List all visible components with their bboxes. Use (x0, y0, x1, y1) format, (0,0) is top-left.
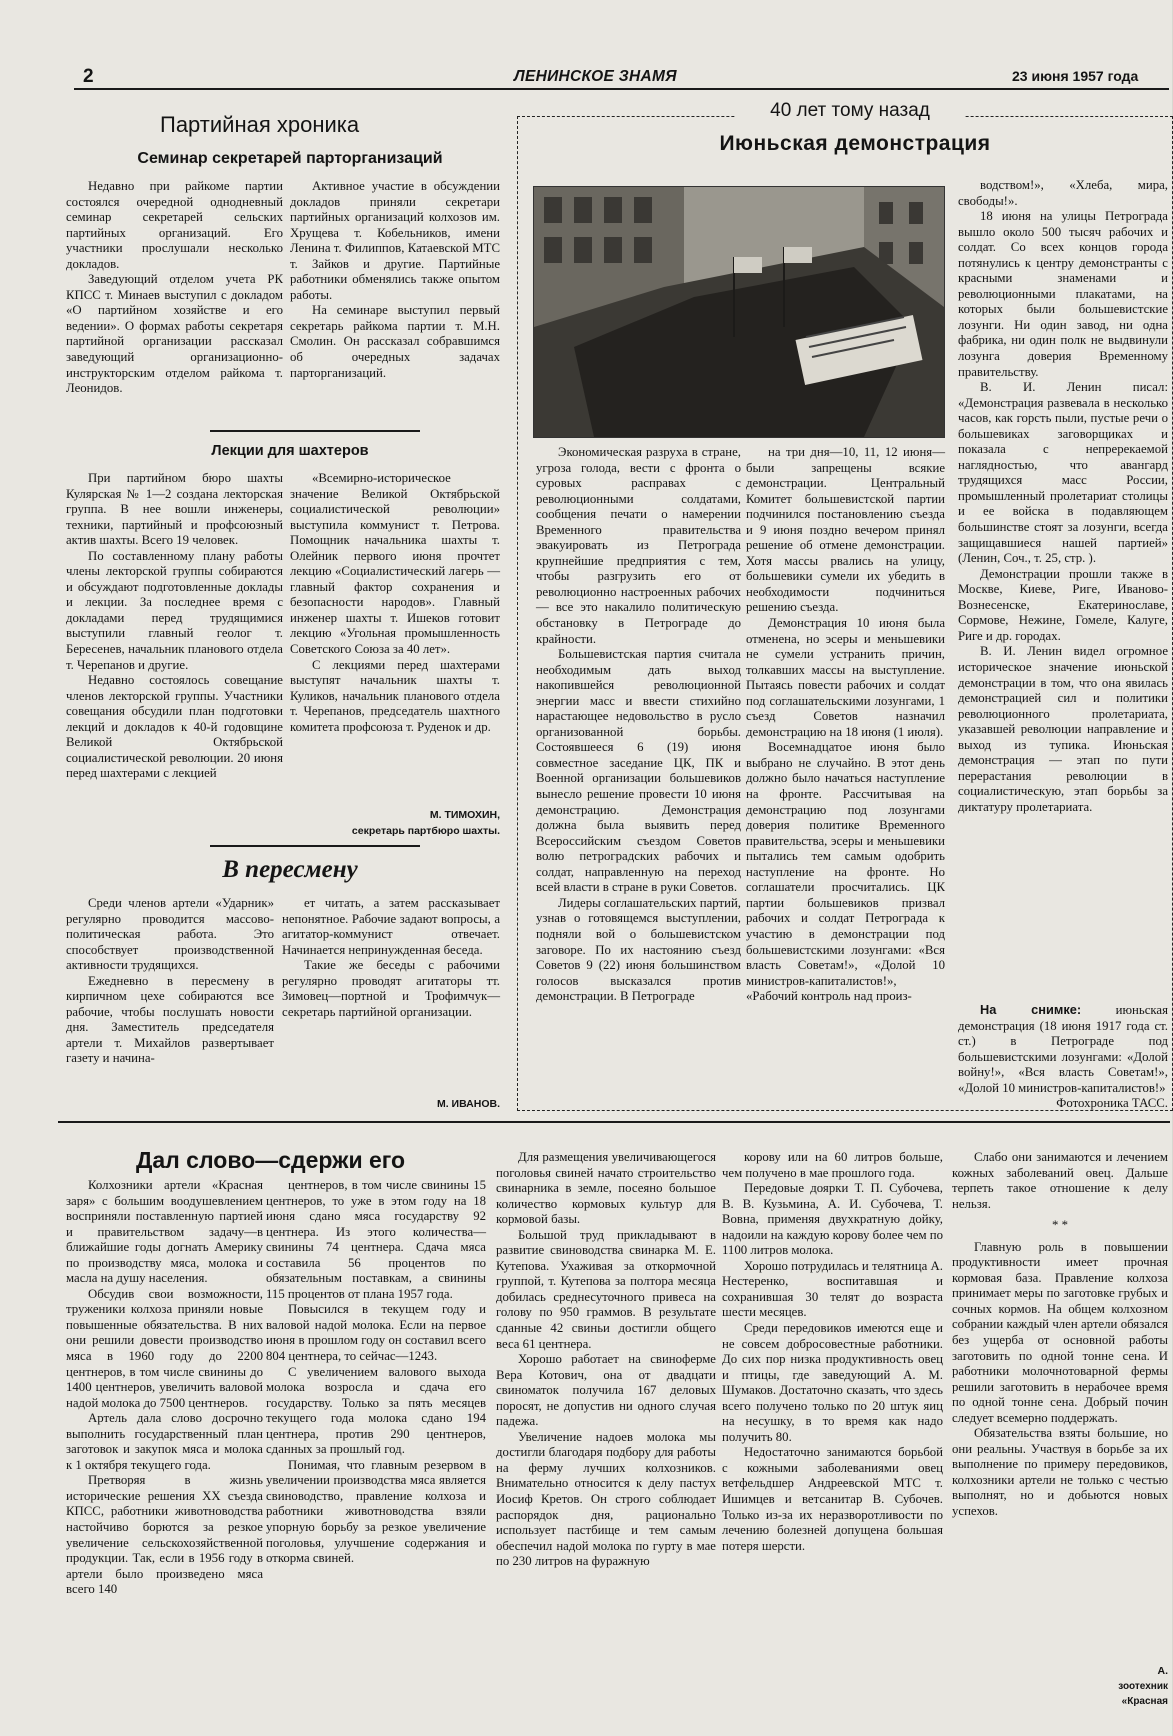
demonstration-photo (533, 186, 945, 438)
lectures-column-2 (290, 471, 500, 806)
paragraph: Колхозники артели «Красная заря» с большим воодушевлением восприняли поставленную партией и правительством задачу—в ближайшие годы догнать Америку по производству мяса, молока и масла на душу населения. (66, 1178, 263, 1286)
paragraph: Для размещения увеличивающегося поголовья свиней начато строительство свинарника в земле, посеяно большое количество кормовых культур для кормовой базы. (496, 1150, 716, 1227)
signature-timokhin: М. ТИМОХИН, (429, 809, 500, 821)
paragraph: 18 июня на улицы Петрограда вышло около 500 тысяч рабочих и солдат. Со всех концов города потянулись к центру демонстранты с красными знаменами и революционными плакатами, на которых были большевистские лозунги. Ни один завод, ни одна фабрика, ни один полк не выдвинули лозунга доверия Временному правительству. (958, 209, 1168, 379)
paragraph: Лидеры соглашательских партий, узнав о готовящемся выступлении, подняли вой о большевистском заговоре. По их настоянию съезд Советов 9 (22) июня большинством голосов высказался против демонстрации. В Петрограде (536, 895, 741, 1004)
section-separator: * * (1052, 1218, 1068, 1233)
anniversary-column-3 (958, 178, 1168, 1000)
caption-label: На снимке: (980, 1002, 1082, 1017)
paragraph: Обсудив свои возможности, труженики колхоза приняли новые повышенные обязательства. В них они решили довести производство мяса в 1960 году до 2200 центнеров, в том числе свинины до 1400 центнеров, увеличить валовой надой молока до 7500 центнеров. (66, 1286, 263, 1410)
paragraph: Среди передовиков имеются еще и не совсем добросовестные работники. До сих пор низка продуктивность овец и птицы, где заведующий А. М. Шумаков. Достаточно сказать, что здесь всего получено только по 20 штук яиц на несушку, в то время как надо получить 80. (722, 1321, 943, 1444)
header-rule (74, 88, 1169, 90)
paragraph: Недостаточно занимаются борьбой с кожными заболеваниями овец ветфельдшер Андреевской МТС т. Ишимцев и ветсанитар В. Субочев. Только из-за их неразворотливости по лечению болезней допущена большая потеря шерсти. (722, 1445, 943, 1553)
paragraph: корову или на 60 литров больше, чем получено в мае прошлого года. (722, 1150, 943, 1180)
caption-text (958, 1002, 1168, 1096)
paragraph: С увеличением валового выхода молока возросла и сдача его государству. Только за пять месяцев текущего года молока сдано 194 центнера, против 290 центнеров, сданных за прошлый год. (266, 1364, 486, 1457)
bottom-column-4 (722, 1150, 943, 1725)
lectures-column-1 (66, 471, 283, 831)
paragraph: Такие же беседы с рабочими регулярно проводят агитаторы тт. Зимовец—портной и Трофимчук—секретарь партийной организации. (282, 958, 500, 1019)
paragraph: на три дня—10, 11, 12 июня—были запрещены всякие демонстрации. Центральный Комитет большевистской партии подчинился постановлению съезда и 9 июня поздно вечером принял решение об отмене демонстрации. Хотя массы рвались на улицу, большевики сумели их убедить в необходимости подчиниться решению съезда. (746, 445, 945, 615)
section-rule (58, 1121, 1170, 1123)
headline-break: В пересмену (222, 856, 358, 883)
break-column-2 (282, 896, 500, 1084)
photo-caption (958, 1002, 1168, 1111)
bottom-column-1 (66, 1178, 263, 1720)
paragraph: Хорошо работает на свиноферме Вера Котович, она от двадцати свиноматок получила 167 деловых поросят, не допустив ни одного случая падежа. (496, 1352, 716, 1429)
paragraph: Главную роль в повышении продуктивности имеет прочная кормовая база. Правление колхоза принимает меры по заготовке грубых и сочных кормов. На общем колхозном собрании каждый член артели обязался без ущерба от основной работы заготовить по одной тонне сена. И работники молочнотоварной фермы решили заготовить в нерабочее время по одной тонне сена. Добрый почин следует всемерно поддержать. (952, 1239, 1168, 1425)
photo-credit: Фотохроника ТАСС. (1056, 1096, 1168, 1111)
divider (210, 430, 420, 432)
headline-lectures: Лекции для шахтеров (211, 443, 369, 459)
paragraph: Хорошо потрудилась и телятница А. Нестеренко, воспитавшая и сохранившая 30 телят до возраста шести месяцев. (722, 1258, 943, 1320)
anniversary-column-1 (536, 445, 741, 1107)
paragraph: Демонстрации прошли также в Москве, Киеве, Риге, Иваново-Вознесенске, Екатеринославе, Сормове, Нежине, Гомеле, Калуге, Риге и др. городах. (958, 566, 1168, 643)
paragraph: Среди членов артели «Ударник» регулярно проводится массово-политическая работа. Это способствует производственной активности трудящихся. (66, 896, 274, 973)
paragraph: Большой труд прикладывают в развитие свиноводства свинарка М. Е. Кутепова. Ухаживая за откормочной группой, т. Кутепова за полтора месяца добилась среднесуточного привеса на голову по 950 граммов. В результате сданные 42 свиньи достигли общего веса 61 центнера. (496, 1227, 716, 1351)
issue-date: 23 июня 1957 года (1012, 68, 1139, 84)
paragraph: С лекциями перед шахтерами выступят начальник шахты т. Куликов, начальник планового отдела т. Черепанов, председатель шахтного комитета профсоюза т. Руденок и др. (290, 657, 500, 734)
rubric-anniversary: 40 лет тому назад (735, 100, 965, 122)
signature-zootechnician-place: «Красная (1121, 1696, 1168, 1707)
paragraph: На семинаре выступил первый секретарь райкома партии т. М.Н. Смолин. Он рассказал собравшимся об очередных задачах парторганизаций. (290, 303, 500, 380)
paragraph: Претворяя в жизнь исторические решения XX съезда КПСС, работники животноводства настойчиво борются за резкое увеличение сельскохозяйственной продукции. Так, если в 1956 году в артели было произведено мяса всего 140 (66, 1473, 263, 1597)
paragraph: Обязательства взяты большие, но они реальны. Участвуя в борьбе за их выполнение по примеру передовиков, колхозники артели не только с честью выполнят, но и добьются новых успехов. (952, 1426, 1168, 1519)
paragraph: Заведующий отделом учета РК КПСС т. Минаев выступил с докладом «О партийном хозяйстве и его ведении». О формах работы секретаря партийной организации рассказал заведующий организационно-инструкторским отделом райкома т. Леонидов. (66, 272, 283, 396)
headline-june-demonstration: Июньская демонстрация (719, 132, 991, 155)
paragraph: Увеличение надоев молока мы достигли благодаря подбору для работы на ферму лучших колхозников. Внимательно относится к делу пастух Иосиф Кретов. Он строго соблюдает распорядок дня, рационально использует пастбище и тем самым обеспечил надой молока по гурту в мае по 230 литров на фуражную (496, 1429, 716, 1569)
paragraph: Большевистская партия считала необходимым дать выход накопившейся революционной энергии масс и ввести стихийно нарастающее недовольство в русло организованной борьбы. Состоявшееся 6 (19) июня совместное заседание ЦК, ПК и Военной организации большевиков вынесло решение провести 10 июня демонстрацию. Демонстрация должна была выявить перед Всероссийским съездом Советов волю петроградских рабочих и солдат, направленную на переход всей власти в стране в руки Советов. (536, 647, 741, 895)
anniversary-column-2 (746, 445, 945, 1107)
headline-seminar: Семинар секретарей парторганизаций (137, 150, 443, 167)
paragraph: Повысился в текущем году и валовой надой молока. Если на первое июня в прошлом году он составил всего 804 центнера, то сейчас—1243. (266, 1302, 486, 1364)
bottom-column-2 (266, 1178, 486, 1720)
paragraph: При партийном бюро шахты Кулярская № 1—2 создана лекторская группа. В нее вошли инженеры, техники, партийный и профсоюзный актив шахты. Всего 19 человек. (66, 471, 283, 548)
paragraph: Восемнадцатое июня было выбрано не случайно. В этот день должно было начаться наступление на фронте. Рассчитывая на демонстрацию под лозунгами доверия политике Временного правительства, эсеры и меньшевики пытались тем самым одобрить наступление на фронте. Но соглашатели просчитались. ЦК партии большевиков призвал рабочих и солдат Петрограда к участию в демонстрации под большевистскими лозунгами: «Вся власть Советам!», «Долой 10 министров-капиталистов!», «Рабочий контроль над произ- (746, 740, 945, 1004)
bottom-column-5 (952, 1150, 1168, 1660)
paragraph: ет читать, а затем рассказывает непонятное. Рабочие задают вопросы, а агитатор-коммунист отвечает. Начинается непринужденная беседа. (282, 896, 500, 957)
paragraph: Экономическая разруха в стране, угроза голода, вести с фронта о суровых расправах с революционными солдатами, сообщения печати о намерении Временного правительства эвакуировать из Петрограда крупнейшие предприятия с тем, чтобы разгрузить его от революционно настроенных рабочих — все это накалило политическую обстановку в Петрограде до крайности. (536, 445, 741, 646)
rubric-party-chronicle: Партийная хроника (160, 112, 360, 137)
paragraph: Недавно состоялось совещание членов лекторской группы. Участники совещания обсудили план подготовки лекций и докладов к 40-й годовщине Великой Октябрьской социалистической революции. 20 июня перед шахтерами с лекцией (66, 673, 283, 781)
paragraph: водством!», «Хлеба, мира, свободы!». (958, 178, 1168, 208)
paragraph: Артель дала слово досрочно выполнить государственный план заготовок и закупок мяса и молока к 1 октября текущего года. (66, 1411, 263, 1472)
photo-illustration (534, 187, 944, 437)
signature-timokhin-role: секретарь партбюро шахты. (351, 825, 500, 837)
paragraph: Понимая, что главным резервом в увеличении производства мяса является свиноводство, правление колхоза и работники животноводства взяли упорную борьбу за резкое увеличение поголовья, улучшение содержания и откорма свиней. (266, 1457, 486, 1566)
paragraph: Активное участие в обсуждении докладов приняли секретари партийных организаций колхозов им. Хрущева т. Кобельников, имени Ленина т. Филиппов, Катаевской МТС т. Зайков и другие. Партийные работники обменялись также опытом работы. (290, 179, 500, 302)
bottom-column-3 (496, 1150, 716, 1725)
headline-kept-word: Дал слово—сдержи его (136, 1147, 406, 1173)
signature-zootechnician-role: зоотехник (1118, 1681, 1168, 1692)
break-column-1 (66, 896, 274, 1109)
paragraph: По составленному плану работы члены лекторской группы собираются и обсуждают подготовленные доклады и лекции. За последнее время с докладами перед трудящимися выступили главный геолог т. Бересенев, начальник планового отдела т. Черепанов и другие. (66, 548, 283, 672)
caption-body: июньская демонстрация (18 июня 1917 года ст. ст.) в Петрограде под большевистскими лозунгами: «Долой войну!», «Вся власть Советам!», «Долой 10 министров-капиталистов!» (958, 1003, 1168, 1095)
signature-zootechnician: А. (1157, 1665, 1168, 1677)
newspaper-title: ЛЕНИНСКОЕ ЗНАМЯ (514, 68, 677, 85)
signature-ivanov: М. ИВАНОВ. (436, 1098, 500, 1110)
page-number: 2 (83, 66, 94, 87)
seminar-column-2 (290, 179, 500, 415)
paragraph: «Всемирно-историческое значение Великой Октябрьской социалистической революции» выступила коммунист т. Петрова. Помощник начальника шахты т. Олейник первого июня прочтет лекцию «Социалистический лагерь — главный фактор сохранения и безопасности народов». Главный инженер шахты т. Ишеков готовит лекцию «Угольная промышленность Советского Союза за 40 лет». (290, 471, 500, 657)
paragraph: центнеров, в том числе свинины 15 центнеров, то уже в этом году на 18 июня сдано мяса государству 92 центнера. Из этого количества—свинины 74 центнера. Сдача мяса составила 56 процентов по обязательным поставкам, а свинины 115 процентов от плана 1957 года. (266, 1178, 486, 1301)
paragraph: Ежедневно в пересмену в кирпичном цехе собираются все рабочие, чтобы послушать новости дня. Заместитель председателя артели т. Михайлов развертывает газету и начина- (66, 973, 274, 1066)
divider (210, 845, 420, 847)
paragraph: Слабо они занимаются и лечением кожных заболеваний овец. Дальше терпеть такое отношение к делу нельзя. (952, 1150, 1168, 1211)
paragraph: В. И. Ленин писал: «Демонстрация развевала в несколько часов, как горсть пыли, пустые речи о большевиках заговорщиках и показала с непререкаемой наглядностью, что авангард трудящихся масс России, промышленный пролетариат столицы и ее войска в подавляющем большинстве стоят за лозунги, всегда защищавшиеся нашей партией» (Ленин, Соч., т. 25, стр. ). (958, 380, 1168, 566)
paragraph: Демонстрация 10 июня была отменена, но эсеры и меньшевики не сумели устранить причин, толкавших массы на выступление. Пытаясь повести рабочих и солдат под соглашательскими лозунгами, 1 съезд Советов назначил демонстрацию на 18 июня (1 июля). (746, 616, 945, 739)
paragraph: Передовые доярки Т. П. Субочева, В. В. Кузьмина, А. И. Субочева, Т. Вовна, применяя двухкратную дойку, надоили на каждую корову более чем по 1100 литров молока. (722, 1181, 943, 1258)
paragraph: Недавно при райкоме партии состоялся очередной однодневный семинар секретарей сельских партийных организаций. Его участники прослушали несколько докладов. (66, 179, 283, 271)
paragraph: В. И. Ленин видел огромное историческое значение июньской демонстрации в том, что она явилась демонстрацией сил и политики революционного пролетариата, указавшей революции направление и выход из тупика. Июньская демонстрация — этап по пути перерастания революции в социалистическую, этап борьбы за диктатуру пролетариата. (958, 644, 1168, 814)
seminar-column-1 (66, 179, 283, 415)
